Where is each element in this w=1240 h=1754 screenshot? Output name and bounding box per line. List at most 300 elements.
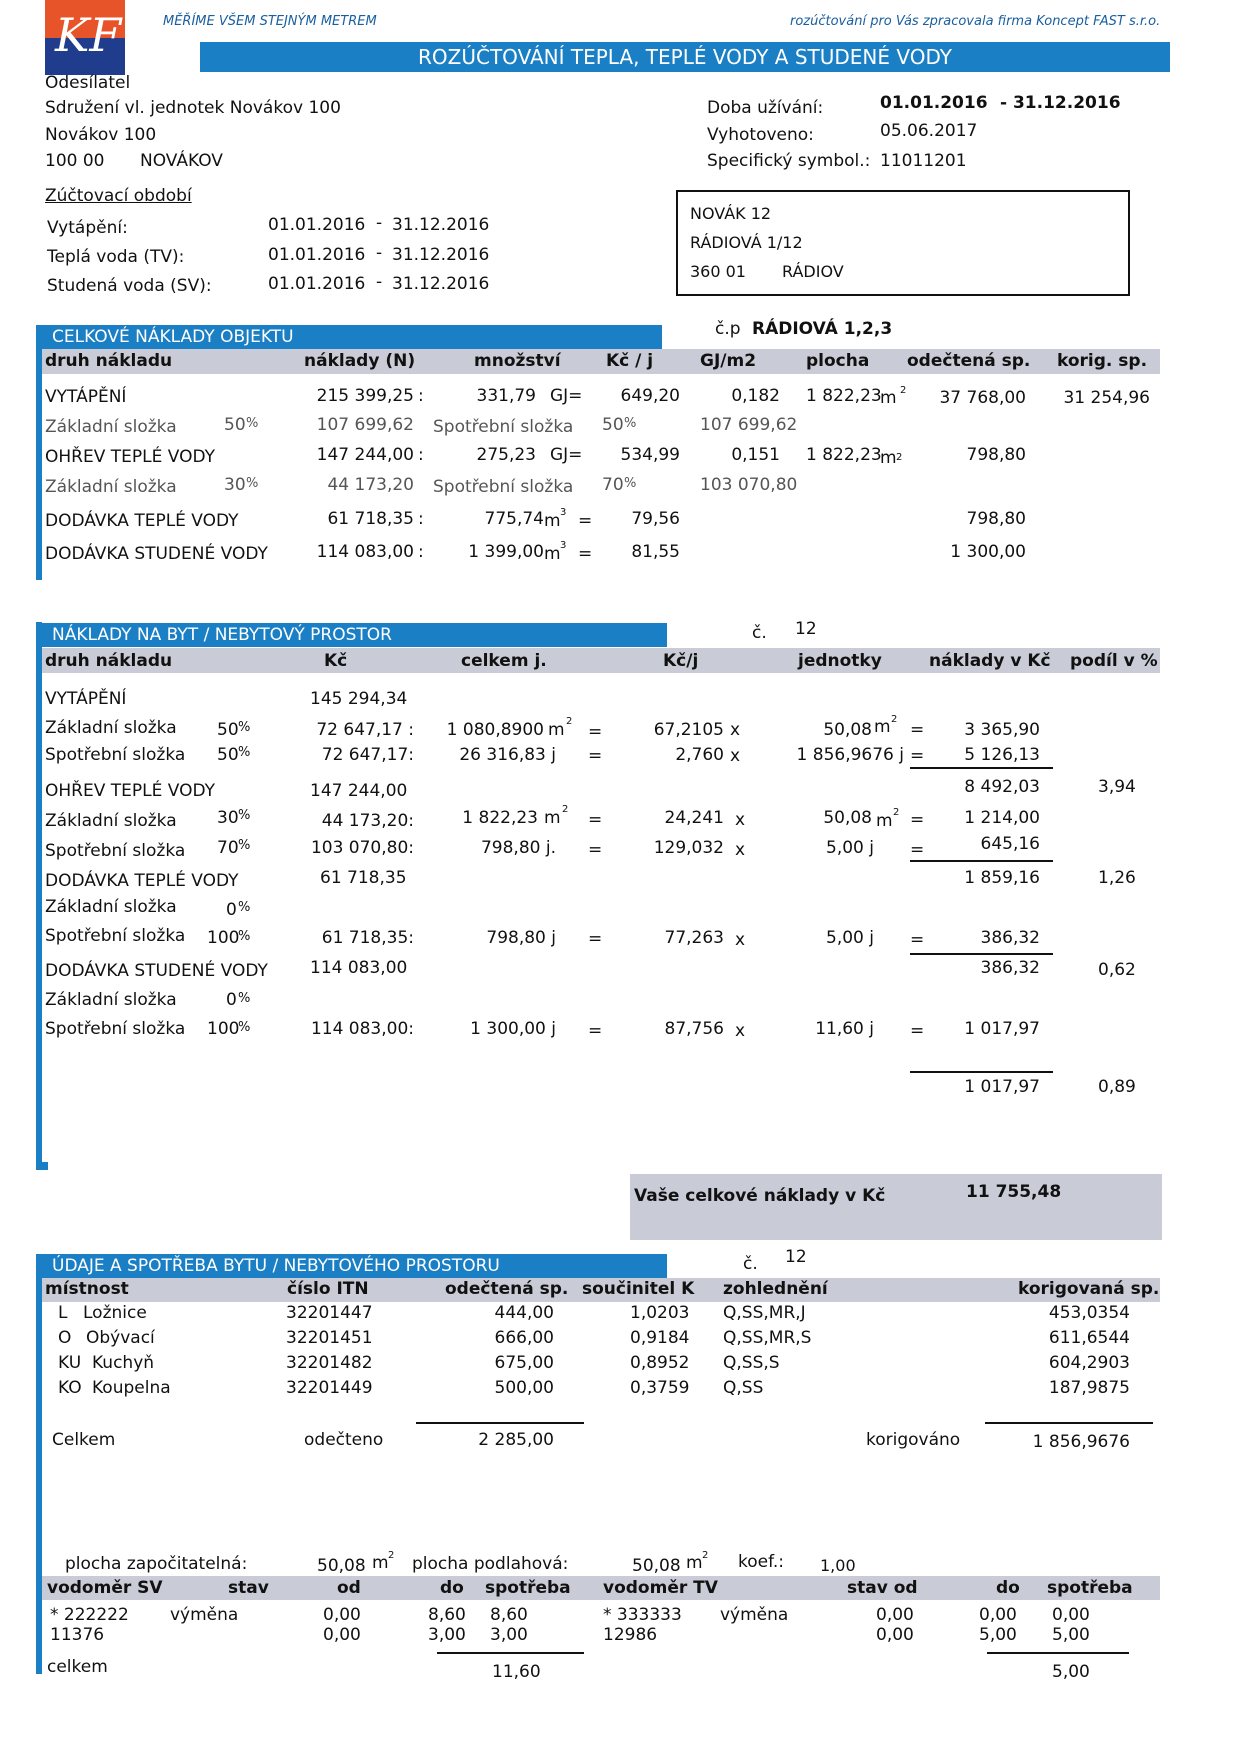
s2-heat-cons-pctsign: % — [238, 745, 251, 760]
period-sv-dash: - — [376, 272, 383, 292]
room-read: 500,00 — [494, 1378, 554, 1398]
recipient-address-box — [676, 190, 1130, 296]
created-date: 05.06.2017 — [880, 121, 978, 141]
room-code: O — [58, 1328, 72, 1348]
s1-heat-base-pctsign: % — [246, 416, 259, 431]
s2-dsv-share: 0,89 — [1098, 1077, 1136, 1097]
s2-dtv-cons-label: Spotřební složka — [45, 926, 186, 946]
sender-zip: 100 00 — [45, 151, 105, 171]
s2-heat-cons-cost: 5 126,13 — [964, 745, 1040, 765]
s2-dtv-cons-kc: 61 718,35: — [321, 928, 414, 948]
s2-heat-kc: 145 294,34 — [310, 689, 408, 709]
s3-h-k: součinitel K — [582, 1279, 695, 1299]
s2-h-units: jednotky — [798, 651, 882, 671]
s1-tv-kcj: 534,99 — [620, 445, 680, 465]
s2-dtv-cons-total: 798,80 j — [486, 928, 556, 948]
meter-tv-id: 12986 — [603, 1625, 658, 1645]
section2-title-text: NÁKLADY NA BYT / NEBYTOVÝ PROSTOR — [52, 625, 392, 645]
s1-tv-base-label: Základní složka — [45, 477, 177, 497]
s3-corr-sum: 1 856,9676 — [1032, 1432, 1130, 1452]
s2-heat-cons-total: 26 316,83 j — [459, 745, 556, 765]
s3-h-room: místnost — [45, 1279, 129, 1299]
total-cost-value: 11 755,48 — [966, 1182, 1062, 1202]
s2-dsv-base-label: Základní složka — [45, 990, 177, 1010]
meter-tv-total: 5,00 — [1052, 1662, 1090, 1682]
s1-heat-cost: 215 399,25 — [316, 386, 414, 406]
s1-heat-area: 1 822,23 — [806, 386, 882, 406]
s2-heat-base-units-unit: m — [874, 717, 891, 737]
wm-h-tvto: do — [996, 1578, 1020, 1598]
room-read: 666,00 — [494, 1328, 554, 1348]
s2-tv-share: 1,26 — [1098, 868, 1136, 888]
s2-tv-base-eq2: = — [910, 810, 925, 830]
meter-tv-id: * 333333 — [603, 1605, 682, 1625]
s3-corr-label: korigováno — [866, 1430, 961, 1450]
s2-tv-name: OHŘEV TEPLÉ VODY — [45, 781, 215, 801]
s1-dsv-unit-sup: 3 — [560, 540, 567, 551]
s1-tv-base-val: 44 173,20 — [327, 475, 414, 495]
section2-bar-foot — [36, 1162, 48, 1170]
recipient-street: RÁDIOVÁ 1/12 — [690, 233, 803, 252]
s2-tv-cons-units: 5,00 j — [826, 838, 874, 858]
s2-heat-share: 3,94 — [1098, 777, 1136, 797]
s3-read-label: odečteno — [304, 1430, 384, 1450]
s2-heat-base-total: 1 080,8900 — [446, 720, 544, 740]
s2-tv-base-pct: 30 — [217, 808, 239, 828]
meter-tv-from: 0,00 — [876, 1605, 914, 1625]
s2-heat-base-total-sup: 2 — [566, 716, 573, 727]
s2-dtv-sum: 386,32 — [980, 958, 1040, 978]
s2-dtv-cons-eq2: = — [910, 930, 925, 950]
wm-h-cons: spotřeba — [485, 1578, 571, 1598]
s3-corr-sum-line — [985, 1422, 1153, 1424]
s1-tv-read: 798,80 — [966, 445, 1026, 465]
s1-heat-unit: GJ= — [550, 386, 583, 406]
recipient-zip: 360 01 — [690, 262, 746, 281]
s2-tv-base-kcj: 24,241 — [664, 808, 724, 828]
s2-dtv-cons-units: 5,00 j — [826, 928, 874, 948]
section2-title — [42, 623, 667, 647]
s1-tv-cost: 147 244,00 — [316, 445, 414, 465]
meter-tv-state: výměna — [720, 1605, 789, 1625]
s2-h-kc: Kč — [324, 651, 348, 671]
motto: MĚŘÍME VŠEM STEJNÝM METREM — [163, 14, 377, 29]
section1-title-text: CELKOVÉ NÁKLADY OBJEKTU — [52, 327, 294, 347]
s3-read-sum-line — [416, 1422, 584, 1424]
meter-tv-to: 0,00 — [979, 1605, 1017, 1625]
s2-heat-base-pctsign: % — [238, 720, 251, 735]
s2-heat-base-units-sup: 2 — [891, 714, 898, 725]
s2-heat-cons-pct: 50 — [217, 745, 239, 765]
s2-tv-base-label: Základní složka — [45, 811, 177, 831]
period-tv-from: 01.01.2016 — [268, 245, 366, 265]
s2-tv-cons-kc: 103 070,80: — [310, 838, 414, 858]
s2-dsv-base-pct: 0 — [226, 990, 237, 1010]
s2-dtv-cons-pct: 100 — [207, 928, 240, 948]
s2-dtv-base-pctsign: % — [238, 900, 251, 915]
s2-h-total: celkem j. — [461, 651, 547, 671]
s1-dtv-kcj: 79,56 — [631, 509, 680, 529]
s2-tv-base-x: x — [735, 810, 746, 830]
s1-dsv-cost: 114 083,00 — [316, 542, 414, 562]
s2-dsv-cons-eq: = — [588, 1021, 603, 1041]
section2-c-label: č. — [752, 623, 767, 643]
area-countable-value: 50,08 — [317, 1556, 366, 1576]
document-title — [200, 42, 1170, 72]
s1-dtv-qty: 775,74 — [484, 509, 544, 529]
section3-number: 12 — [785, 1247, 807, 1267]
s1-heat-area-sup: 2 — [900, 385, 907, 396]
s1-tv-cons-pct: 70 — [602, 475, 624, 495]
coef-label: koef.: — [738, 1552, 784, 1572]
room-name: Obývací — [86, 1328, 155, 1348]
area-floor-value: 50,08 — [632, 1556, 681, 1576]
meter-sv-cons: 8,60 — [490, 1605, 528, 1625]
wm-h-to: do — [440, 1578, 464, 1598]
s2-dtv-sum-line — [910, 953, 1053, 955]
period-tv-dash: - — [376, 243, 383, 263]
s2-heat-cons-x: x — [730, 746, 741, 766]
s2-tv-cons-x: x — [735, 840, 746, 860]
s2-tv-base-pctsign: % — [238, 808, 251, 823]
section3-bar — [36, 1254, 42, 1674]
room-read: 444,00 — [494, 1303, 554, 1323]
s1-dsv-qty: 1 399,00 — [468, 542, 544, 562]
s1-dtv-unit-sup: 3 — [560, 507, 567, 518]
s2-dsv-base-pctsign: % — [238, 991, 251, 1006]
s2-h-type: druh nákladu — [45, 651, 173, 671]
usage-to: - 31.12.2016 — [1000, 93, 1121, 113]
section1-cp-value: RÁDIOVÁ 1,2,3 — [752, 319, 893, 339]
room-k: 0,3759 — [630, 1378, 690, 1398]
period-heat-label: Vytápění: — [47, 218, 128, 238]
s2-tv-sum-line — [910, 860, 1053, 862]
s2-dsv-kc: 114 083,00 — [310, 958, 408, 978]
s1-heat-name: VYTÁPĚNÍ — [45, 387, 127, 407]
s2-dtv-cons-cost: 386,32 — [980, 928, 1040, 948]
company-logo — [45, 0, 125, 75]
meter-tv-cons: 0,00 — [1052, 1605, 1090, 1625]
period-tv-label: Teplá voda (TV): — [47, 247, 185, 267]
s1-h-gj: GJ/m2 — [700, 351, 757, 371]
s2-dsv-cons-label: Spotřební složka — [45, 1019, 186, 1039]
s2-tv-kc: 147 244,00 — [310, 781, 408, 801]
s2-dtv-cons-kcj: 77,263 — [664, 928, 724, 948]
s3-sum-label: Celkem — [52, 1430, 116, 1450]
s1-heat-base-val: 107 699,62 — [316, 415, 414, 435]
area-floor-label: plocha podlahová: — [412, 1554, 569, 1574]
s1-tv-base-pct: 30 — [224, 475, 246, 495]
s2-heat-base-total-unit: m — [548, 720, 565, 740]
vs-label: Specifický symbol.: — [707, 151, 871, 171]
section3-title — [42, 1254, 667, 1278]
s1-tv-gj: 0,151 — [731, 445, 780, 465]
created-label: Vyhotoveno: — [707, 125, 814, 145]
meter-sv-from: 0,00 — [323, 1625, 361, 1645]
s1-h-corr: korig. sp. — [1057, 351, 1148, 371]
room-read: 675,00 — [494, 1353, 554, 1373]
s1-dsv-name: DODÁVKA STUDENÉ VODY — [45, 544, 268, 564]
s2-h-share: podíl v % — [1070, 651, 1158, 671]
s2-tv-cons-label: Spotřební složka — [45, 841, 186, 861]
s1-tv-colon: : — [418, 445, 424, 465]
s2-dtv-cons-eq: = — [588, 929, 603, 949]
area-floor-unit: m — [686, 1553, 703, 1573]
s2-tv-cons-total: 798,80 j. — [480, 838, 556, 858]
s2-tv-cons-kcj: 129,032 — [653, 838, 724, 858]
s2-tv-cons-pctsign: % — [238, 838, 251, 853]
meter-sv-to: 8,60 — [428, 1605, 466, 1625]
s2-heat-base-kc: 72 647,17 : — [316, 720, 414, 740]
s1-heat-cons-val: 107 699,62 — [700, 415, 798, 435]
s2-heat-cons-kcj: 2,760 — [675, 745, 724, 765]
area-countable-sup: 2 — [388, 1550, 395, 1561]
room-adj: Q,SS,MR,J — [723, 1303, 806, 1323]
meter-tv-cons: 5,00 — [1052, 1625, 1090, 1645]
s1-dsv-unit: m — [544, 544, 561, 564]
s2-tv-base-total: 1 822,23 — [462, 808, 538, 828]
logo-text: KF — [55, 8, 122, 62]
s3-h-itn: číslo ITN — [287, 1279, 369, 1299]
wm-h-sv: vodoměr SV — [47, 1578, 163, 1598]
s1-heat-base-label: Základní složka — [45, 417, 177, 437]
s2-heat-cons-kc: 72 647,17: — [321, 745, 414, 765]
section1-cp-label: č.p — [715, 319, 741, 339]
s2-dtv-cons-pctsign: % — [238, 929, 251, 944]
s2-tv-cons-pct: 70 — [217, 838, 239, 858]
s1-h-read: odečtená sp. — [907, 351, 1031, 371]
document-title-text: ROZÚČTOVÁNÍ TEPLA, TEPLÉ VODY A STUDENÉ VODY — [418, 45, 952, 69]
s2-tv-base-kc: 44 173,20: — [321, 811, 414, 831]
s2-heat-base-eq: = — [588, 722, 603, 742]
s2-heat-cons-eq: = — [588, 746, 603, 766]
total-cost-box — [630, 1174, 1162, 1240]
coef-value: 1,00 — [820, 1556, 856, 1575]
meter-sv-id: * 222222 — [50, 1605, 129, 1625]
section3-c-label: č. — [743, 1254, 758, 1274]
room-k: 1,0203 — [630, 1303, 690, 1323]
s3-h-adj: zohlednění — [723, 1279, 828, 1299]
s1-heat-area-unit: m — [880, 388, 897, 408]
s1-dtv-read: 798,80 — [966, 509, 1026, 529]
wm-h-from: od — [337, 1578, 361, 1598]
meter-tv-from: 0,00 — [876, 1625, 914, 1645]
room-code: KO — [58, 1378, 82, 1398]
s1-tv-name: OHŘEV TEPLÉ VODY — [45, 447, 215, 467]
s2-dsv-cons-pctsign: % — [238, 1020, 251, 1035]
room-code: L — [58, 1303, 68, 1323]
s1-tv-cons-label: Spotřební složka — [433, 477, 574, 497]
period-sv-label: Studená voda (SV): — [47, 276, 212, 296]
s2-dtv-base-label: Základní složka — [45, 897, 177, 917]
s1-heat-cons-pct: 50 — [602, 415, 624, 435]
s1-heat-corr: 31 254,96 — [1063, 388, 1150, 408]
s2-tv-base-cost: 1 214,00 — [964, 808, 1040, 828]
meter-sv-id: 11376 — [50, 1625, 105, 1645]
s1-tv-area-sup: 2 — [896, 452, 903, 463]
s1-heat-qty: 331,79 — [476, 386, 536, 406]
wm-h-tvstate: stav od — [847, 1578, 918, 1598]
s1-tv-base-pctsign: % — [246, 476, 259, 491]
s2-dsv-cons-x: x — [735, 1021, 746, 1041]
s2-heat-sum-line — [910, 767, 1053, 769]
room-itn: 32201451 — [286, 1328, 373, 1348]
s2-dsv-cons-kcj: 87,756 — [664, 1019, 724, 1039]
period-sv-from: 01.01.2016 — [268, 274, 366, 294]
meter-total-label: celkem — [47, 1657, 108, 1677]
s2-tv-base-eq: = — [588, 810, 603, 830]
s2-tv-base-units-unit: m — [876, 811, 893, 831]
room-itn: 32201447 — [286, 1303, 373, 1323]
s1-h-cost: náklady (N) — [304, 351, 416, 371]
s1-h-qty: množství — [474, 351, 561, 371]
s1-dtv-colon: : — [418, 509, 424, 529]
s1-tv-qty: 275,23 — [476, 445, 536, 465]
s2-tv-cons-eq: = — [588, 840, 603, 860]
s1-heat-kcj: 649,20 — [620, 386, 680, 406]
s2-dtv-share: 0,62 — [1098, 960, 1136, 980]
usage-from: 01.01.2016 — [880, 93, 988, 113]
s2-tv-base-units-sup: 2 — [893, 807, 900, 818]
room-code: KU — [58, 1353, 82, 1373]
s1-h-type: druh nákladu — [45, 351, 173, 371]
s2-heat-base-units: 50,08 — [823, 720, 872, 740]
s2-dsv-cons-kc: 114 083,00: — [310, 1019, 414, 1039]
room-corr: 611,6544 — [1048, 1328, 1130, 1348]
s2-tv-sum: 1 859,16 — [964, 868, 1040, 888]
room-itn: 32201449 — [286, 1378, 373, 1398]
meter-sv-from: 0,00 — [323, 1605, 361, 1625]
s2-heat-cons-label: Spotřební složka — [45, 745, 186, 765]
s2-tv-base-total-sup: 2 — [562, 804, 569, 815]
s1-dsv-eq: = — [578, 544, 593, 564]
s1-h-kcj: Kč / j — [606, 351, 654, 371]
s1-h-area: plocha — [806, 351, 870, 371]
s2-dtv-name: DODÁVKA TEPLÉ VODY — [45, 871, 239, 891]
water-header-row — [42, 1576, 1160, 1600]
s2-heat-cons-eq2: = — [910, 746, 925, 766]
s1-dsv-read: 1 300,00 — [950, 542, 1026, 562]
recipient-city: RÁDIOV — [782, 262, 844, 281]
s1-heat-read: 37 768,00 — [939, 388, 1026, 408]
room-name: Koupelna — [92, 1378, 171, 1398]
wm-h-tvcons: spotřeba — [1047, 1578, 1133, 1598]
s2-tv-base-total-unit: m — [544, 808, 561, 828]
period-heat-dash: - — [376, 213, 383, 233]
s1-tv-unit: GJ= — [550, 445, 583, 465]
s2-dsv-cons-cost: 1 017,97 — [964, 1019, 1040, 1039]
area-floor-sup: 2 — [702, 1550, 709, 1561]
s2-tv-cons-eq2: = — [910, 840, 925, 860]
s2-dsv-cons-units: 11,60 j — [815, 1019, 874, 1039]
s1-heat-gj: 0,182 — [731, 386, 780, 406]
meter-tv-total-line — [987, 1652, 1129, 1654]
room-k: 0,9184 — [630, 1328, 690, 1348]
processor-note: rozúčtování pro Vás zpracovala firma Koncept FAST s.r.o. — [790, 14, 1161, 29]
meter-sv-cons: 3,00 — [490, 1625, 528, 1645]
s1-heat-colon: : — [418, 386, 424, 406]
sender-name: Sdružení vl. jednotek Novákov 100 — [45, 98, 341, 118]
room-corr: 187,9875 — [1048, 1378, 1130, 1398]
section2-bar — [36, 622, 42, 1170]
s1-heat-cons-pctsign: % — [624, 416, 637, 431]
s1-dtv-cost: 61 718,35 — [327, 509, 414, 529]
area-countable-label: plocha započitatelná: — [65, 1554, 248, 1574]
section2-number: 12 — [795, 619, 817, 639]
s3-h-corr: korigovaná sp. — [1018, 1279, 1160, 1299]
meter-sv-total-line — [437, 1652, 584, 1654]
s1-heat-cons-label: Spotřební složka — [433, 417, 574, 437]
area-countable-unit: m — [372, 1553, 389, 1573]
s2-heat-base-kcj: 67,2105 — [653, 720, 724, 740]
period-heat-from: 01.01.2016 — [268, 215, 366, 235]
s2-heat-base-pct: 50 — [217, 720, 239, 740]
s2-heat-base-x: x — [730, 720, 741, 740]
s2-heat-name: VYTÁPĚNÍ — [45, 689, 127, 709]
period-tv-to: 31.12.2016 — [392, 245, 490, 265]
period-title: Zúčtovací období — [45, 186, 192, 206]
recipient-name: NOVÁK 12 — [690, 204, 772, 223]
s2-dsv-sum: 1 017,97 — [964, 1077, 1040, 1097]
s3-h-read: odečtená sp. — [445, 1279, 569, 1299]
period-heat-to: 31.12.2016 — [392, 215, 490, 235]
room-adj: Q,SS — [723, 1378, 764, 1398]
s2-heat-base-label: Základní složka — [45, 718, 177, 738]
vs-value: 11011201 — [880, 151, 967, 171]
s1-tv-area: 1 822,23 — [806, 445, 882, 465]
s2-heat-base-eq2: = — [910, 720, 925, 740]
s2-heat-sum: 8 492,03 — [964, 777, 1040, 797]
room-name: Kuchyň — [92, 1353, 155, 1373]
meter-sv-state: výměna — [170, 1605, 239, 1625]
sender-label: Odesílatel — [45, 73, 131, 93]
s2-dsv-cons-eq2: = — [910, 1021, 925, 1041]
s2-dsv-cons-total: 1 300,00 j — [470, 1019, 556, 1039]
s2-dsv-name: DODÁVKA STUDENÉ VODY — [45, 961, 268, 981]
s2-h-cost: náklady v Kč — [929, 651, 1051, 671]
s2-tv-cons-cost: 645,16 — [980, 834, 1040, 854]
wm-h-tv: vodoměr TV — [603, 1578, 718, 1598]
s1-dsv-kcj: 81,55 — [631, 542, 680, 562]
room-adj: Q,SS,MR,S — [723, 1328, 812, 1348]
s2-tv-base-units: 50,08 — [823, 808, 872, 828]
section1-title — [42, 325, 662, 349]
s1-tv-area-unit: m — [880, 448, 897, 468]
room-corr: 453,0354 — [1048, 1303, 1130, 1323]
room-itn: 32201482 — [286, 1353, 373, 1373]
meter-sv-total: 11,60 — [492, 1662, 541, 1682]
room-adj: Q,SS,S — [723, 1353, 780, 1373]
s1-dtv-unit: m — [544, 511, 561, 531]
sender-city: NOVÁKOV — [140, 151, 223, 171]
meter-sv-to: 3,00 — [428, 1625, 466, 1645]
total-cost-label: Vaše celkové náklady v Kč — [634, 1186, 886, 1206]
room-corr: 604,2903 — [1048, 1353, 1130, 1373]
s1-tv-cons-pctsign: % — [624, 476, 637, 491]
s2-heat-base-cost: 3 365,90 — [964, 720, 1040, 740]
s1-dsv-colon: : — [418, 542, 424, 562]
meter-tv-to: 5,00 — [979, 1625, 1017, 1645]
sender-street: Novákov 100 — [45, 125, 157, 145]
room-k: 0,8952 — [630, 1353, 690, 1373]
s1-tv-cons-val: 103 070,80 — [700, 475, 798, 495]
s3-read-sum: 2 285,00 — [478, 1430, 554, 1450]
wm-h-state: stav — [228, 1578, 269, 1598]
s1-dtv-eq: = — [578, 511, 593, 531]
s2-dtv-base-pct: 0 — [226, 900, 237, 920]
period-sv-to: 31.12.2016 — [392, 274, 490, 294]
room-name: Ložnice — [83, 1303, 147, 1323]
